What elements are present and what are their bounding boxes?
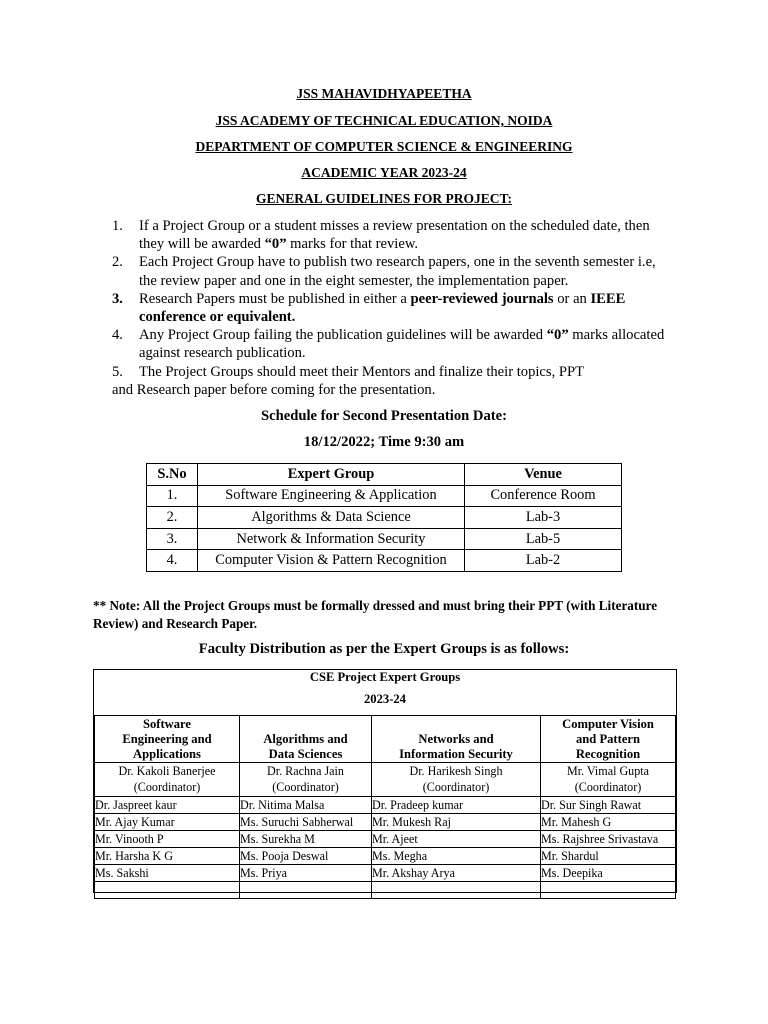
group-header: Computer Vision and Pattern Recognition: [541, 716, 676, 763]
schedule-title: Schedule for Second Presentation Date:: [261, 408, 507, 424]
table-row: 1. Software Engineering & Application Conference Room: [147, 485, 622, 507]
table-row: Mr. Ajay Kumar Ms. Suruchi Sabherwal Mr. Mukesh Raj Mr. Mahesh G: [95, 814, 676, 831]
table-row: 4. Computer Vision & Pattern Recognition Lab-2: [147, 550, 622, 572]
schedule-table: [146, 463, 622, 572]
column-header: S.No: [147, 464, 198, 486]
academic-year: ACADEMIC YEAR 2023-24: [301, 165, 467, 180]
table-row-empty: [95, 882, 676, 899]
dress-code-note: ** Note: All the Project Groups must be formally dressed and must bring their PPT (with Literature Review) and Research Paper.: [93, 598, 658, 631]
coordinator-row: [95, 763, 676, 797]
coordinator-cell: Mr. Vimal Gupta (Coordinator): [541, 763, 676, 797]
coordinator-cell: Dr. Harikesh Singh (Coordinator): [372, 763, 541, 797]
table-row: Mr. Vinooth P Ms. Surekha M Mr. Ajeet Ms. Rajshree Srivastava: [95, 831, 676, 848]
column-header: Venue: [465, 464, 622, 486]
expert-groups-year: 2023-24: [364, 692, 406, 706]
guidelines-heading: GENERAL GUIDELINES FOR PROJECT:: [256, 191, 512, 206]
guideline-item: 3. Research Papers must be published in either a peer-reviewed journals or an IEEE conference or equivalent.: [112, 290, 626, 326]
group-header: Algorithms and Data Sciences: [240, 716, 372, 763]
guidelines-list: [112, 217, 672, 399]
guideline-number: 5.: [112, 363, 123, 380]
expert-groups-title: CSE Project Expert Groups: [309, 670, 461, 684]
group-header-row: [95, 716, 676, 763]
group-header: Software Engineering and Applications: [95, 716, 240, 763]
column-header: Expert Group: [198, 464, 465, 486]
table-row: Ms. Sakshi Ms. Priya Mr. Akshay Arya Ms. Deepika: [95, 865, 676, 882]
table-header-row: [147, 464, 622, 486]
expert-groups-grid: [94, 715, 676, 899]
expert-groups-table: [93, 669, 677, 893]
table-row: 2. Algorithms & Data Science Lab-3: [147, 507, 622, 529]
group-header: Networks and Information Security: [372, 716, 541, 763]
guideline-item: 1. If a Project Group or a student misses a review presentation on the scheduled date, then they will be awarded “0” marks for that review.: [112, 218, 650, 253]
faculty-distribution-title: Faculty Distribution as per the Expert Groups is as follows:: [198, 641, 570, 657]
guideline-number: 3.: [112, 290, 123, 307]
guideline-item: 2. Each Project Group have to publish two research papers, one in the seventh semester i.e, the review paper and one in the eight semester, the implementation paper.: [112, 254, 656, 289]
table-row: Dr. Jaspreet kaur Dr. Nitima Malsa Dr. Pradeep kumar Dr. Sur Singh Rawat: [95, 797, 676, 814]
table-row: 3. Network & Information Security Lab-5: [147, 528, 622, 550]
coordinator-cell: Dr. Kakoli Banerjee (Coordinator): [95, 763, 240, 797]
guideline-number: 4.: [112, 327, 123, 344]
guideline-number: 2.: [112, 254, 123, 271]
academy-name: JSS ACADEMY OF TECHNICAL EDUCATION, NOIDA: [215, 113, 553, 128]
institution-name: JSS MAHAVIDHYAPEETHA: [296, 86, 472, 101]
department-name: DEPARTMENT OF COMPUTER SCIENCE & ENGINEERING: [195, 139, 573, 154]
table-row: Mr. Harsha K G Ms. Pooja Deswal Ms. Megha Mr. Shardul: [95, 848, 676, 865]
guideline-number: 1.: [112, 218, 123, 234]
schedule-date: 18/12/2022; Time 9:30 am: [303, 434, 465, 450]
guideline-item: 4. Any Project Group failing the publication guidelines will be awarded “0” marks allocated against research publication.: [112, 327, 665, 362]
coordinator-cell: Dr. Rachna Jain (Coordinator): [240, 763, 372, 797]
guideline-item: 5. The Project Groups should meet their Mentors and finalize their topics, PPT and Research paper before coming for the presentation.: [112, 363, 585, 398]
